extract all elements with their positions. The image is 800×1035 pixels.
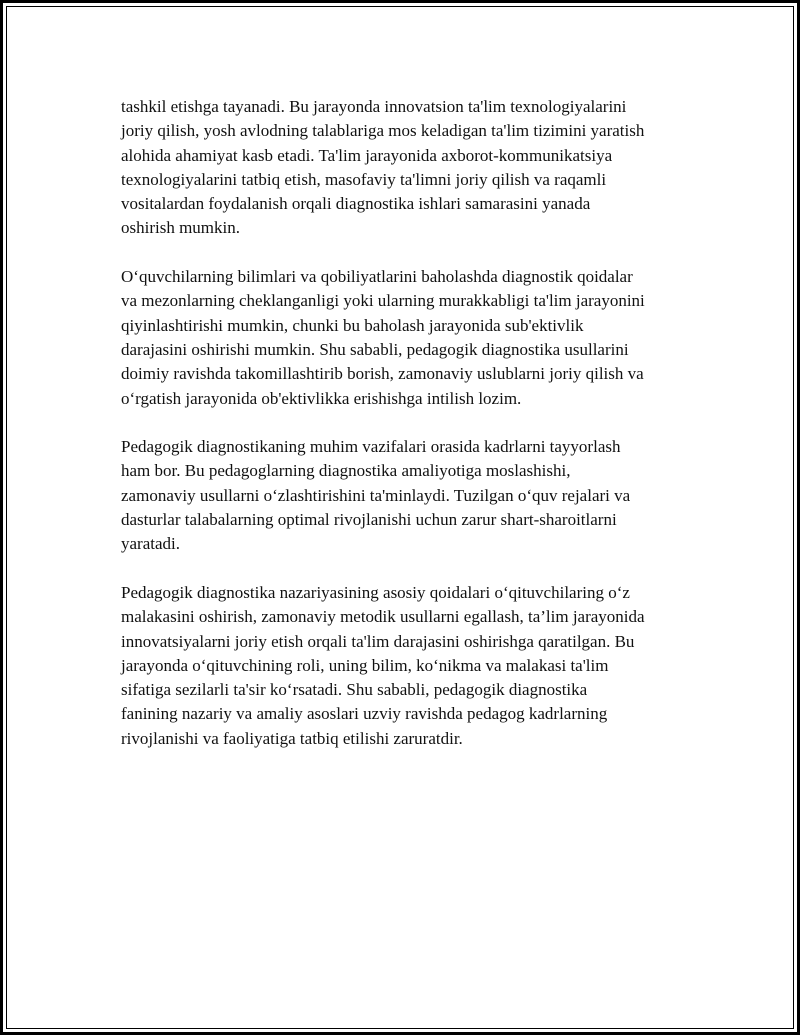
text-line: oshirish mumkin.: [121, 218, 241, 238]
paragraph-1: [121, 95, 701, 241]
text-line: o‘rgatish jarayonida ob'ektivlikka erishishga intilish lozim.: [121, 388, 522, 408]
text-line: O‘quvchilarning bilimlari va qobiliyatlarini baholashda diagnostik qoidalar: [121, 267, 633, 287]
text-line: innovatsiyalarni joriy etish orqali ta'lim darajasini oshirishga qaratilgan. Bu: [121, 631, 635, 651]
text-line: fanining nazariy va amaliy asoslari uzviy ravishda pedagog kadrlarning: [121, 704, 608, 724]
text-line: alohida ahamiyat kasb etadi. Ta'lim jarayonida axborot-kommunikatsiya: [121, 145, 613, 165]
text-line: dasturlar talabalarning optimal rivojlanishi uchun zarur shart-sharoitlarni: [121, 510, 617, 530]
text-line: texnologiyalarini tatbiq etish, masofaviy ta'limni joriy qilish va raqamli: [121, 169, 607, 189]
text-line: va mezonlarning cheklanganligi yoki ularning murakkabligi ta'lim jarayonini: [121, 291, 645, 311]
text-line: tashkil etishga tayanadi. Bu jarayonda innovatsion ta'lim texnologiyalarini: [121, 97, 627, 116]
text-line: Pedagogik diagnostikaning muhim vazifalari orasida kadrlarni tayyorlash: [121, 437, 621, 457]
text-line: malakasini oshirish, zamonaviy metodik usullarni egallash, ta’lim jarayonida: [121, 607, 645, 627]
text-line: doimiy ravishda takomillashtirib borish, zamonaviy uslublarni joriy qilish va: [121, 364, 644, 384]
text-line: joriy qilish, yosh avlodning talablariga mos keladigan ta'lim tizimini yaratish: [121, 121, 645, 141]
paragraph-2: [121, 265, 701, 411]
paragraph-4: [121, 581, 701, 751]
text-line: jarayonda o‘qituvchining roli, uning bilim, ko‘nikma va malakasi ta'lim: [121, 655, 609, 675]
text-line: qiyinlashtirishi mumkin, chunki bu baholash jarayonida sub'ektivlik: [121, 315, 584, 335]
paragraph-3: [121, 435, 701, 556]
text-line: zamonaviy usullarni o‘zlashtirishini ta'minlaydi. Tuzilgan o‘quv rejalari va: [121, 485, 631, 505]
text-line: vositalardan foydalanish orqali diagnostika ishlari samarasini yanada: [121, 194, 591, 214]
text-line: ham bor. Bu pedagoglarning diagnostika amaliyotiga moslashishi,: [121, 461, 571, 481]
text-line: Pedagogik diagnostika nazariyasining asosiy qoidalari o‘qituvchilaring o‘z: [121, 582, 630, 602]
text-line: sifatiga sezilarli ta'sir ko‘rsatadi. Shu sababli, pedagogik diagnostika: [121, 680, 588, 700]
text-line: yaratadi.: [121, 534, 180, 554]
document-body: [121, 95, 701, 775]
text-line: rivojlanishi va faoliyatiga tatbiq etilishi zaruratdir.: [121, 728, 463, 748]
text-line: darajasini oshirishi mumkin. Shu sababli, pedagogik diagnostika usullarini: [121, 339, 629, 359]
